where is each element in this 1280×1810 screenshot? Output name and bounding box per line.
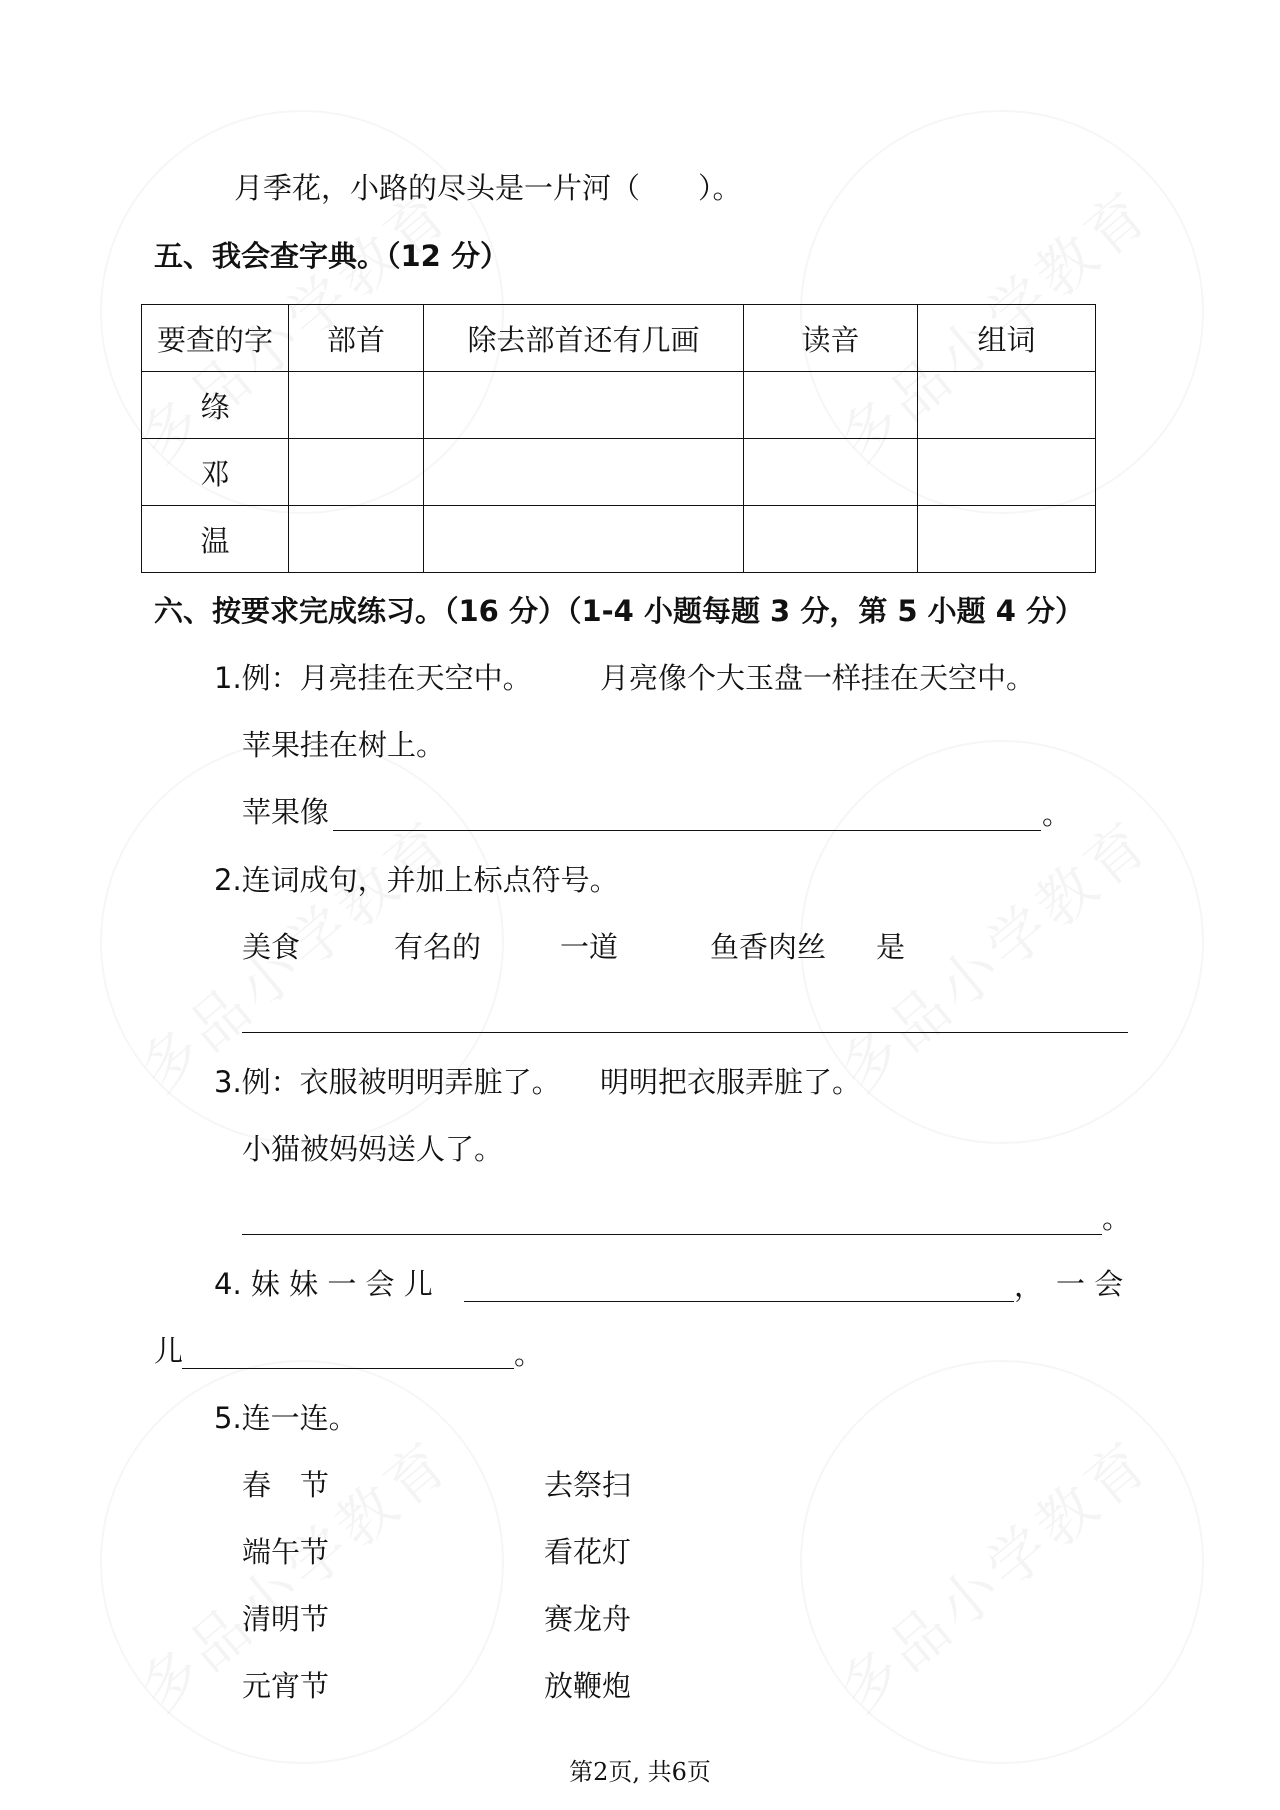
q2-word: 美食	[242, 930, 301, 964]
q2-answer-line[interactable]	[242, 1032, 1128, 1033]
q1-prompt: 苹果挂在树上。	[242, 728, 446, 762]
q1-example-left: 1.例：月亮挂在天空中。	[214, 661, 532, 695]
q4-text-mid: 一 会	[1056, 1267, 1124, 1301]
q5-right-item[interactable]: 看花灯	[544, 1535, 632, 1569]
header-cell: 要查的字	[142, 305, 289, 372]
char-cell: 绦	[142, 372, 289, 439]
q3-period: 。	[1102, 1201, 1132, 1235]
q1-answer-line[interactable]	[333, 830, 1041, 831]
dictionary-table	[141, 304, 1096, 573]
q3-example-left: 3.例：衣服被明明弄脏了。	[214, 1065, 561, 1099]
q2-word: 一道	[560, 930, 619, 964]
header-cell: 除去部首还有几画	[424, 305, 744, 372]
q1-answer-prefix: 苹果像	[242, 795, 330, 829]
q4-text-start: 4. 妹 妹 一 会 儿	[214, 1267, 433, 1301]
answer-cell[interactable]	[424, 372, 744, 439]
section6-title: 六、按要求完成练习。（16 分）（1-4 小题每题 3 分，第 5 小题 4 分）	[154, 594, 1085, 628]
answer-cell[interactable]	[918, 372, 1096, 439]
answer-cell[interactable]	[918, 439, 1096, 506]
q3-answer-line[interactable]	[242, 1234, 1102, 1235]
q4-answer-line-2[interactable]	[182, 1368, 514, 1369]
section5-title: 五、我会查字典。（12 分）	[154, 239, 509, 273]
char-cell: 温	[142, 506, 289, 573]
q2-word: 鱼香肉丝	[710, 930, 827, 964]
answer-cell[interactable]	[289, 439, 424, 506]
header-cell: 部首	[289, 305, 424, 372]
table-row	[142, 506, 1096, 573]
q3-example-right: 明明把衣服弄脏了。	[600, 1065, 862, 1099]
header-cell: 读音	[744, 305, 918, 372]
q3-prompt: 小猫被妈妈送人了。	[242, 1132, 504, 1166]
answer-cell[interactable]	[744, 506, 918, 573]
q5-right-item[interactable]: 放鞭炮	[544, 1669, 632, 1703]
table-header-row	[142, 305, 1096, 372]
answer-cell[interactable]	[744, 439, 918, 506]
q4-comma: ，	[1014, 1269, 1044, 1303]
q2-title: 2.连词成句，并加上标点符号。	[214, 863, 619, 897]
q4-answer-line-1[interactable]	[464, 1301, 1014, 1302]
q5-left-item[interactable]: 元宵节	[242, 1669, 330, 1703]
q5-right-item[interactable]: 去祭扫	[544, 1468, 632, 1502]
page-number-footer: 第2页, 共6页	[569, 1758, 711, 1786]
q1-example-right: 月亮像个大玉盘一样挂在天空中。	[600, 661, 1036, 695]
answer-cell[interactable]	[289, 506, 424, 573]
q5-left-item[interactable]: 春 节	[242, 1468, 330, 1502]
answer-cell[interactable]	[744, 372, 918, 439]
previous-question-line: 月季花，小路的尽头是一片河（ ）。	[234, 171, 742, 205]
answer-cell[interactable]	[918, 506, 1096, 573]
header-cell: 组词	[918, 305, 1096, 372]
q4-text-end: 儿	[154, 1334, 184, 1368]
q5-left-item[interactable]: 清明节	[242, 1602, 330, 1636]
q2-word: 是	[876, 930, 906, 964]
answer-cell[interactable]	[289, 372, 424, 439]
answer-cell[interactable]	[424, 439, 744, 506]
q5-title: 5.连一连。	[214, 1401, 358, 1435]
answer-cell[interactable]	[424, 506, 744, 573]
table-row	[142, 372, 1096, 439]
char-cell: 邓	[142, 439, 289, 506]
q5-right-item[interactable]: 赛龙舟	[544, 1602, 632, 1636]
q2-word: 有名的	[394, 930, 482, 964]
q4-period: 。	[514, 1337, 544, 1371]
q5-left-item[interactable]: 端午节	[242, 1535, 330, 1569]
table-row	[142, 439, 1096, 506]
q1-period: 。	[1042, 797, 1072, 831]
